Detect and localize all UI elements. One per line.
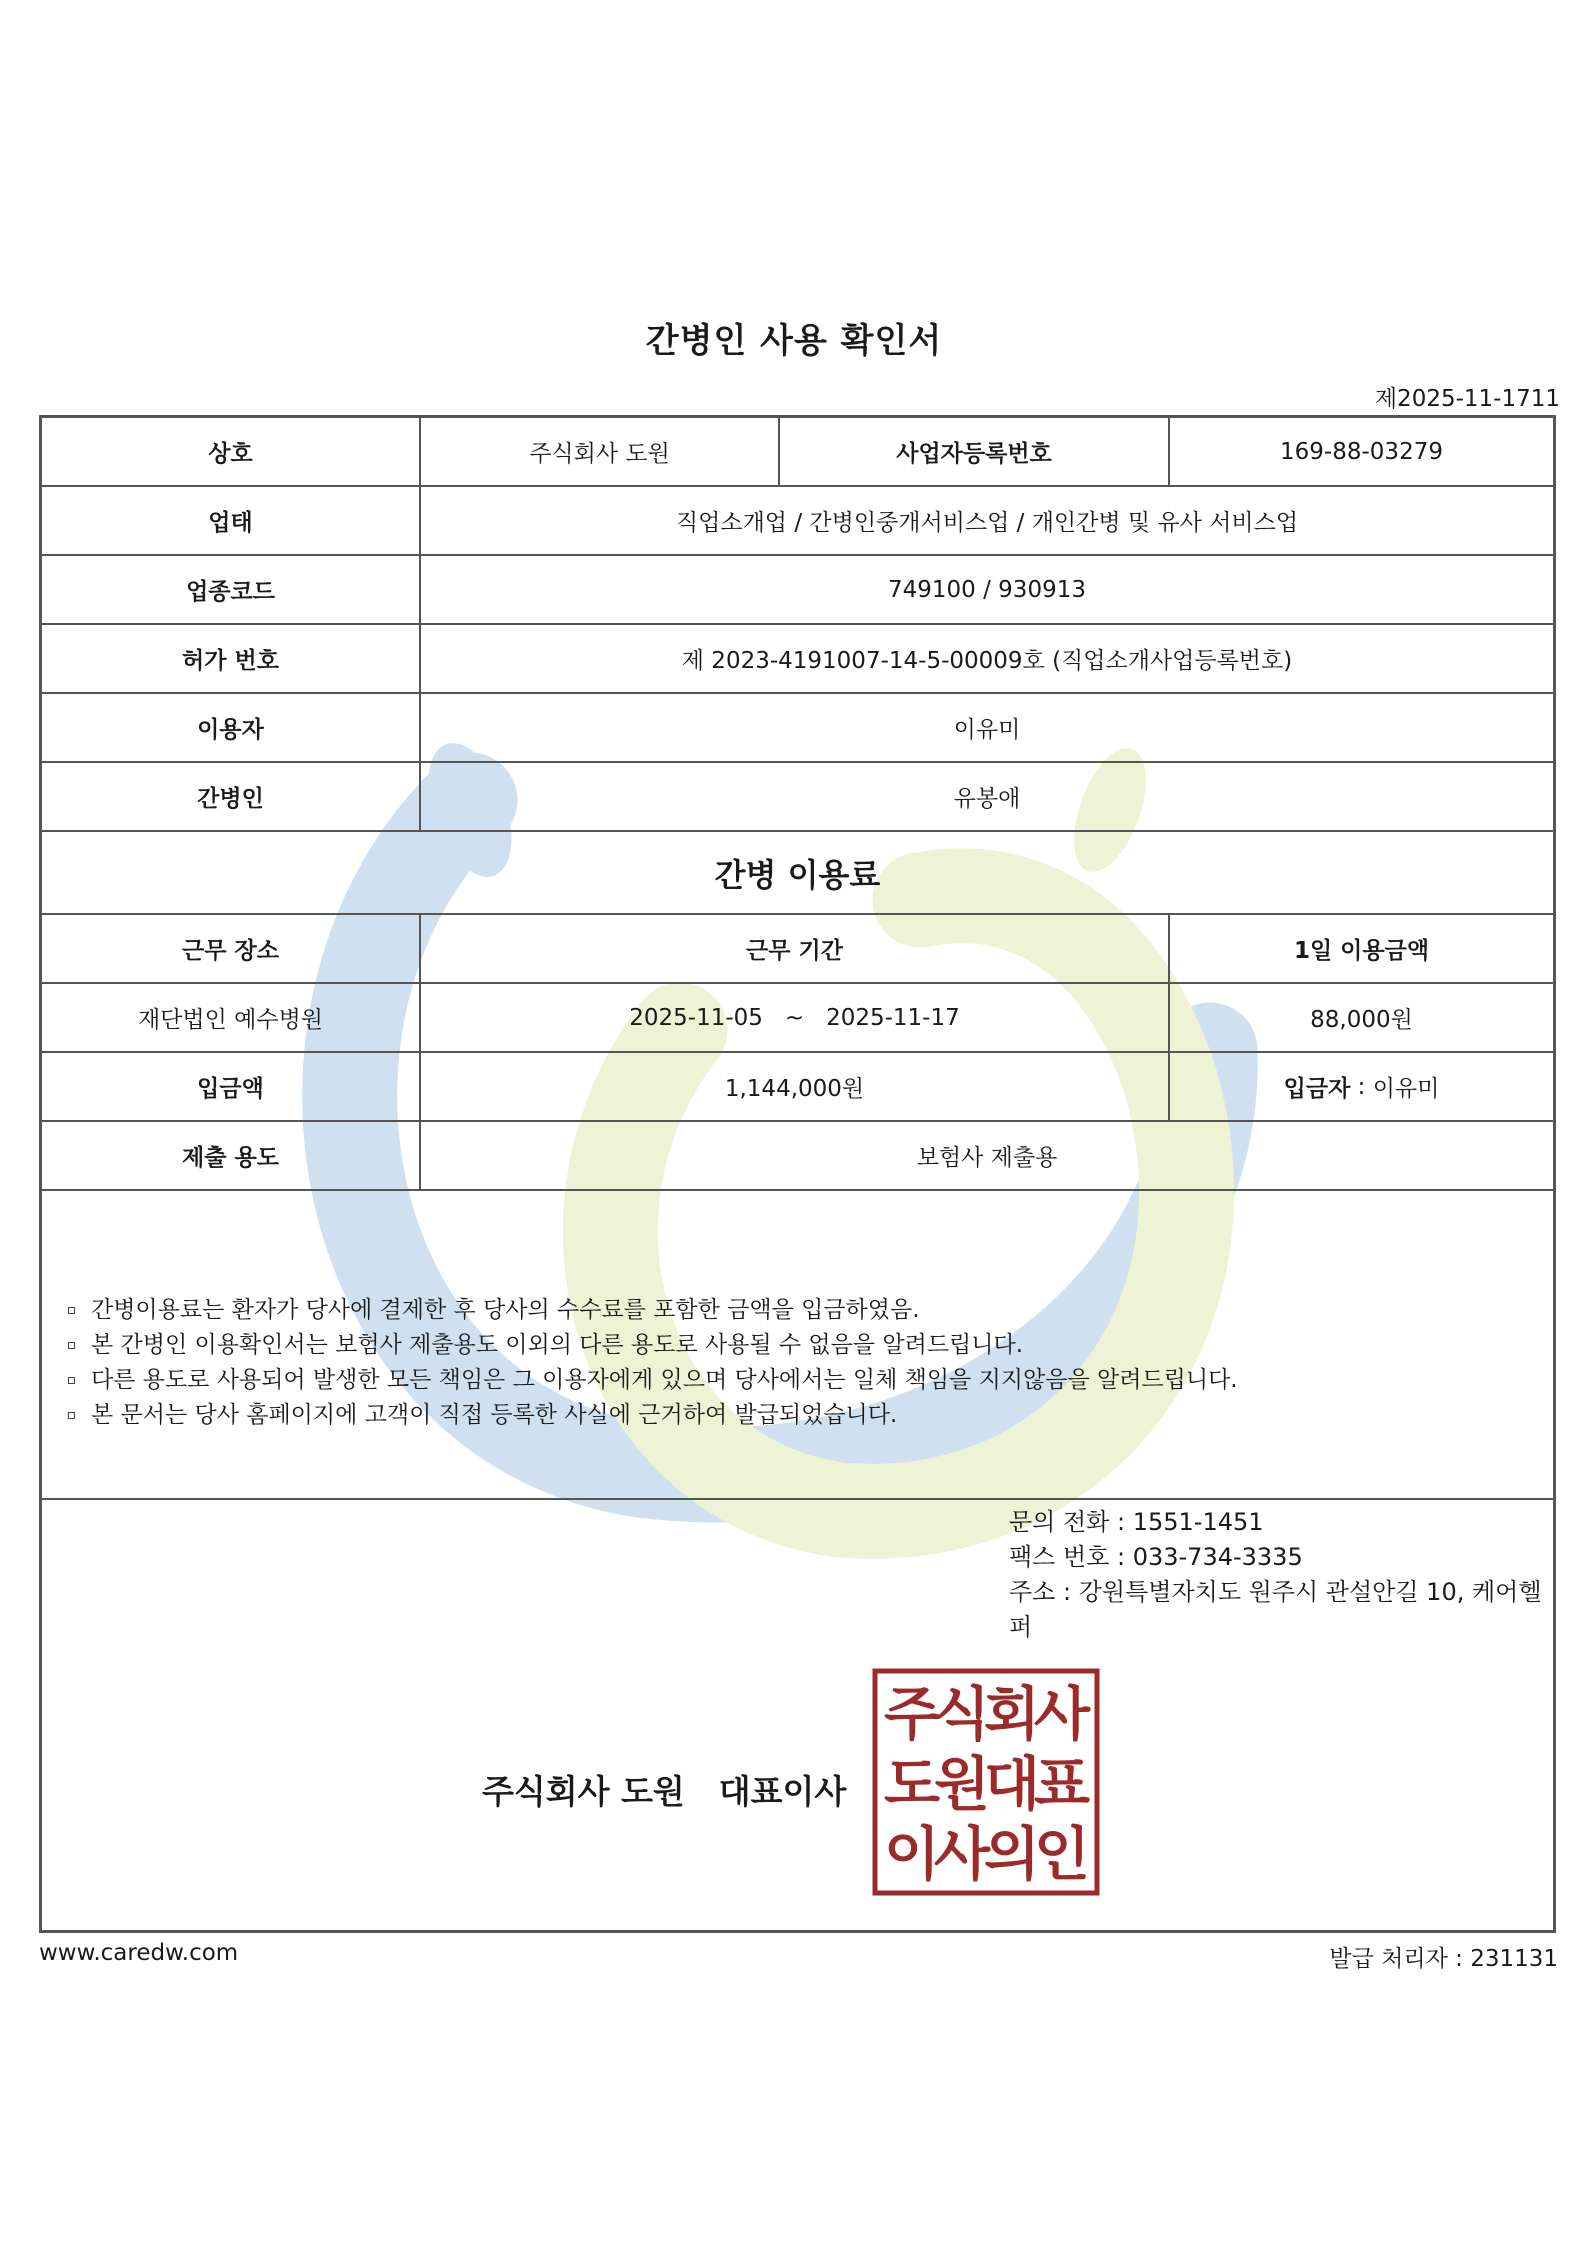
svg-text:표: 표 xyxy=(1033,1750,1091,1818)
svg-text:사: 사 xyxy=(1033,1680,1091,1748)
purpose-label: 제출 용도 xyxy=(42,1122,421,1191)
deposit-value: 1,144,000원 xyxy=(421,1053,1170,1122)
user-value: 이유미 xyxy=(421,694,1553,763)
user-label: 이용자 xyxy=(42,694,421,763)
certificate-frame xyxy=(39,415,1556,1933)
signer-title: 대표이사 xyxy=(718,1772,847,1811)
svg-text:회: 회 xyxy=(983,1680,1041,1748)
svg-text:이: 이 xyxy=(883,1820,941,1888)
company-value: 주식회사 도원 xyxy=(421,418,780,487)
daily-fee-label: 1일 이용금액 xyxy=(1170,915,1553,984)
footer-website: www.caredw.com xyxy=(39,1940,239,1966)
caregiver-label: 간병인 xyxy=(42,763,421,832)
bullet-icon xyxy=(68,1377,75,1384)
fee-section-title: 간병 이용료 xyxy=(42,832,1553,915)
contact-fax: 팩스 번호 : 033-734-3335 xyxy=(1009,1543,1303,1571)
bullet-icon xyxy=(68,1307,75,1314)
business-type-label: 업태 xyxy=(42,487,421,556)
footer-issuer: 발급 처리자 : 231131 xyxy=(1329,1946,1558,1972)
payer-label: 입금자 xyxy=(1283,1076,1351,1102)
svg-text:식: 식 xyxy=(933,1680,991,1748)
svg-text:원: 원 xyxy=(933,1750,991,1818)
svg-text:주: 주 xyxy=(883,1680,941,1748)
license-label: 허가 번호 xyxy=(42,625,421,694)
industry-code-label: 업종코드 xyxy=(42,556,421,625)
deposit-label: 입금액 xyxy=(42,1053,421,1122)
notes-list xyxy=(68,1293,1238,1433)
work-period-label: 근무 기간 xyxy=(421,915,1170,984)
svg-text:의: 의 xyxy=(983,1820,1041,1888)
company-label: 상호 xyxy=(42,418,421,487)
business-type-value: 직업소개업 / 간병인중개서비스업 / 개인간병 및 유사 서비스업 xyxy=(421,487,1553,556)
daily-fee-value: 88,000원 xyxy=(1170,984,1553,1053)
contact-address: 주소 : 강원특별자치도 원주시 관설안길 10, 케어헬퍼 xyxy=(1009,1578,1542,1641)
payer-separator: : xyxy=(1350,1073,1373,1100)
document-number: 제2025-11-1711 xyxy=(1374,386,1560,412)
industry-code-value: 749100 / 930913 xyxy=(421,556,1553,625)
caregiver-value: 유봉애 xyxy=(421,763,1553,832)
payer-cell xyxy=(1170,1053,1553,1122)
work-place-label: 근무 장소 xyxy=(42,915,421,984)
bullet-icon xyxy=(68,1412,75,1419)
document-title: 간병인 사용 확인서 xyxy=(645,321,943,361)
note-item: 본 문서는 당사 홈페이지에 고객이 직접 등록한 사실에 근거하여 발급되었습니다. xyxy=(68,1398,1238,1433)
purpose-value: 보험사 제출용 xyxy=(421,1122,1553,1191)
bizno-value: 169-88-03279 xyxy=(1170,418,1553,487)
note-item: 간병이용료는 환자가 당사에 결제한 후 당사의 수수료를 포함한 금액을 입금하였음. xyxy=(68,1293,1238,1328)
svg-text:사: 사 xyxy=(933,1820,991,1888)
work-place-value: 재단법인 예수병원 xyxy=(42,984,421,1053)
bullet-icon xyxy=(68,1342,75,1349)
contact-phone: 문의 전화 : 1551-1451 xyxy=(1009,1508,1264,1536)
svg-text:도: 도 xyxy=(883,1750,941,1818)
svg-text:대: 대 xyxy=(983,1750,1041,1818)
company-seal xyxy=(872,1668,1100,1896)
work-period-value: 2025-11-05 ~ 2025-11-17 xyxy=(421,984,1170,1053)
svg-text:인: 인 xyxy=(1033,1820,1091,1888)
contact-info xyxy=(1009,1505,1553,1645)
signer xyxy=(482,1766,846,1813)
bizno-label: 사업자등록번호 xyxy=(780,418,1170,487)
signer-company: 주식회사 도원 xyxy=(482,1772,685,1811)
note-item: 본 간병인 이용확인서는 보험사 제출용도 이외의 다른 용도로 사용될 수 없음을 알려드립니다. xyxy=(68,1328,1238,1363)
note-item: 다른 용도로 사용되어 발생한 모든 책임은 그 이용자에게 있으며 당사에서는 일체 책임을 지지않음을 알려드립니다. xyxy=(68,1363,1238,1398)
license-value: 제 2023-4191007-14-5-00009호 (직업소개사업등록번호) xyxy=(421,625,1553,694)
payer-value: 이유미 xyxy=(1372,1076,1440,1102)
